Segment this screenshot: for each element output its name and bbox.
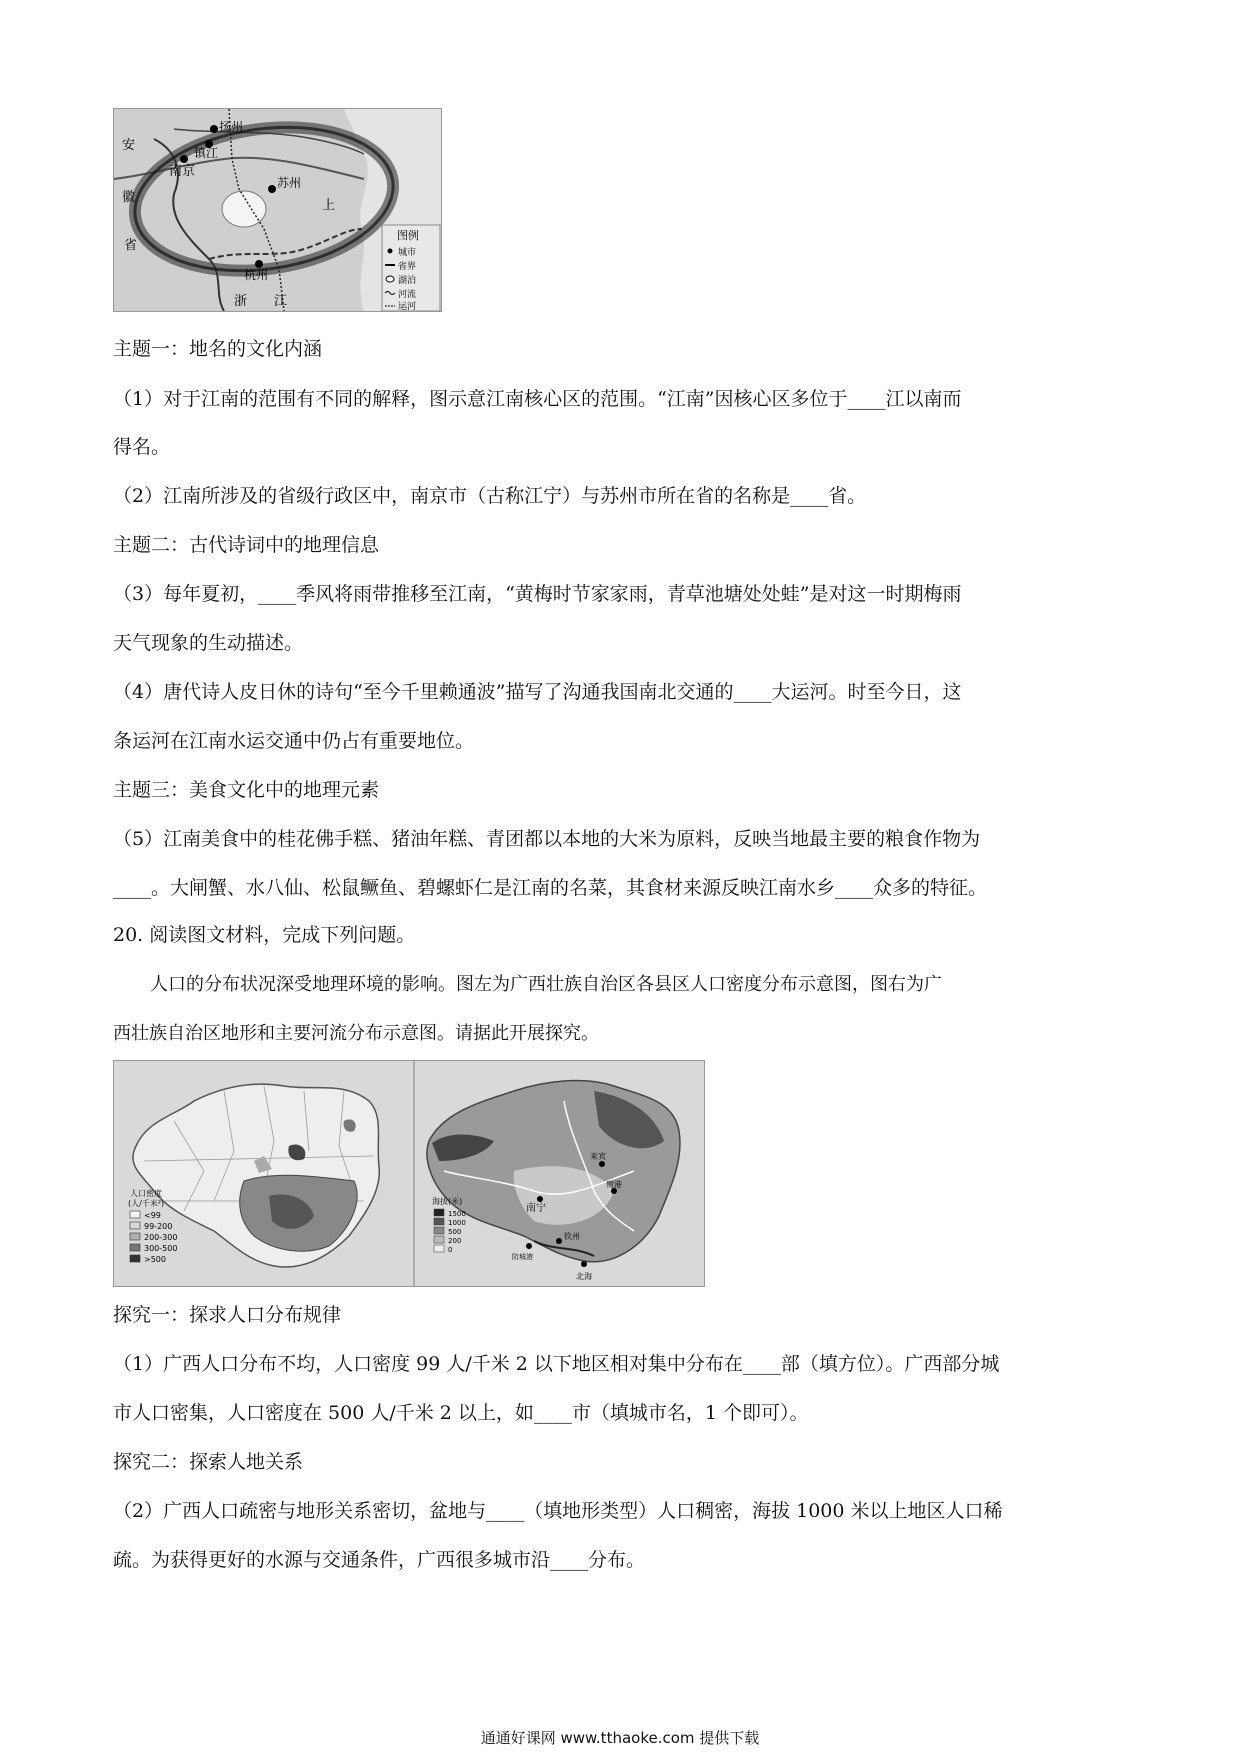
density-legend-title1: 人口密度	[130, 1189, 162, 1198]
map1-legend-river: 河流	[398, 290, 417, 300]
density-legend-item-2: 99-200	[144, 1222, 173, 1231]
elevation-legend-item-5: 0	[448, 1246, 453, 1254]
terrain-city-qinzhou: 钦州	[564, 1232, 580, 1241]
q5-line1: （5）江南美食中的桂花佛手糕、猪油年糕、青团都以本地的大米为原料，反映当地最主要的粮食作物为	[113, 828, 981, 850]
map1-legend-canal: 运河	[398, 302, 417, 311]
theme2-heading: 主题二：古代诗词中的地理信息	[113, 534, 380, 556]
elevation-legend-item-3: 500	[448, 1228, 462, 1236]
p2-line1: （2）广西人口疏密与地形关系密切，盆地与____（填地形类型）人口稠密，海拔 1000 米以上地区人口稀	[113, 1500, 1003, 1522]
map1-label-shang: 上	[322, 198, 336, 213]
map1-label-hui: 徽	[122, 190, 136, 205]
jiangnan-map-figure	[113, 108, 442, 312]
elevation-legend-item-4: 200	[448, 1237, 462, 1245]
q4-line2: 条运河在江南水运交通中仍占有重要地位。	[113, 730, 475, 752]
q4-line1: （4）唐代诗人皮日休的诗句“至今千里赖通波”描写了沟通我国南北交通的____大运河。时至今日，这	[113, 681, 962, 703]
terrain-city-fangchenggang: 防城港	[512, 1253, 533, 1261]
density-legend-item-3: 200-300	[144, 1233, 178, 1242]
map1-label-an: 安	[122, 138, 136, 153]
map1-label-hangzhou: 杭州	[244, 268, 269, 282]
map1-legend-border: 省界	[398, 262, 417, 272]
q3-line1: （3）每年夏初，____季风将雨带推移至江南，“黄梅时节家家雨，青草池塘处处蛙”是对这一时期梅雨	[113, 583, 962, 605]
map1-label-sheng: 省	[124, 238, 138, 253]
intro-line2: 西壮族自治区地形和主要河流分布示意图。请据此开展探究。	[113, 1023, 599, 1044]
q2-text: （2）江南所涉及的省级行政区中，南京市（古称江宁）与苏州市所在省的名称是____省。	[113, 485, 867, 507]
p2-line2: 疏。为获得更好的水源与交通条件，广西很多城市沿____分布。	[113, 1549, 646, 1571]
p1-line2: 市人口密集，人口密度在 500 人/千米 2 以上，如____市（填城市名，1 个即可）。	[113, 1402, 809, 1424]
terrain-city-laibin: 来宾	[590, 1152, 606, 1161]
elevation-legend-item-1: 1500	[448, 1210, 466, 1218]
q1-line1: （1）对于江南的范围有不同的解释，图示意江南核心区的范围。“江南”因核心区多位于____江以南而	[113, 388, 962, 410]
density-legend-title2: (人/千米²)	[128, 1199, 165, 1208]
density-legend-item-1: <99	[144, 1211, 161, 1220]
terrain-city-beihai: 北海	[576, 1272, 592, 1281]
inquiry2-heading: 探究二：探索人地关系	[113, 1451, 304, 1473]
map1-legend	[382, 225, 440, 311]
map1-label-yangzhou: 扬州	[219, 120, 244, 134]
inquiry1-heading: 探究一：探求人口分布规律	[113, 1304, 342, 1326]
intro-line1: 人口的分布状况深受地理环境的影响。图左为广西壮族自治区各县区人口密度分布示意图，图右为广	[150, 974, 942, 995]
elevation-legend-title: 海拔(米)	[432, 1197, 463, 1206]
p1-line1: （1）广西人口分布不均，人口密度 99 人/千米 2 以下地区相对集中分布在____部（填方位）。广西部分城	[113, 1353, 1000, 1375]
map1-label-jiang: 江	[274, 294, 288, 309]
q1-line2: 得名。	[113, 436, 171, 458]
jiangnan-map-svg	[114, 109, 441, 311]
guangxi-maps-figure	[113, 1060, 705, 1287]
guangxi-maps-svg	[114, 1061, 704, 1286]
q5-line2: ____。大闸蟹、水八仙、松鼠鳜鱼、碧螺虾仁是江南的名菜，其食材来源反映江南水乡____众多的特征。	[113, 877, 988, 899]
theme3-heading: 主题三：美食文化中的地理元素	[113, 779, 380, 801]
density-legend-item-4: 300-500	[144, 1244, 178, 1253]
page-footer: 通通好课网 www.tthaoke.com 提供下载	[480, 1729, 760, 1747]
elevation-legend-item-2: 1000	[448, 1219, 466, 1227]
map1-label-zhe: 浙	[234, 294, 248, 309]
q3-line2: 天气现象的生动描述。	[113, 632, 304, 654]
map1-legend-lake: 湖泊	[398, 276, 417, 286]
terrain-city-guigang: 贵港	[606, 1180, 622, 1189]
map1-label-suzhou: 苏州	[277, 176, 302, 190]
theme1-heading: 主题一：地名的文化内涵	[113, 338, 323, 360]
q20-heading: 20. 阅读图文材料，完成下列问题。	[113, 924, 416, 946]
map1-legend-title: 图例	[397, 229, 419, 242]
map1-legend-city: 城市	[398, 248, 417, 258]
density-legend-item-5: >500	[144, 1255, 166, 1264]
terrain-city-nanning: 南宁	[526, 1203, 546, 1214]
map1-label-nanjing: 南京	[169, 164, 196, 179]
map1-label-zhenjiang: 镇江	[194, 146, 219, 160]
